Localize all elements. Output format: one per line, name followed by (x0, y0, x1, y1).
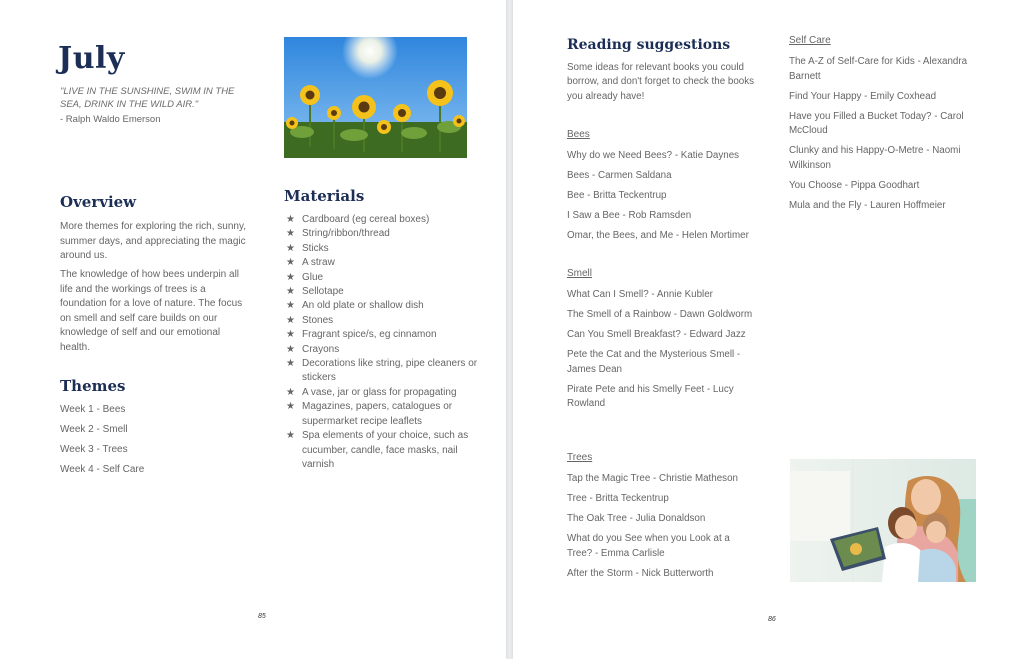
material-item: ★ Stones (286, 314, 486, 328)
star-icon: ★ (286, 358, 295, 370)
book-item: The Smell of a Rainbow - Dawn Goldworm (567, 309, 753, 320)
book-item: Bee - Britta Teckentrup (567, 190, 667, 201)
material-item: ★ A straw (286, 256, 486, 270)
book-item: Tap the Magic Tree - Christie Matheson (567, 473, 738, 484)
material-item: ★ Sellotape (286, 285, 486, 299)
star-icon: ★ (286, 386, 295, 398)
book-list-self-care (789, 55, 989, 219)
book-item: Omar, the Bees, and Me - Helen Mortimer (567, 230, 749, 241)
book-item: Have you Filled a Bucket Today? - Carol McCloud (789, 110, 964, 136)
book-item: I Saw a Bee - Rob Ramsden (567, 210, 692, 221)
star-icon: ★ (286, 257, 295, 269)
book-item: Pete the Cat and the Mysterious Smell - James Dean (567, 349, 741, 375)
book-item: The A-Z of Self-Care for Kids - Alexandra Barnett (789, 56, 968, 82)
materials-list (286, 213, 486, 472)
overview-paragraph: More themes for exploring the rich, sunny, summer days, and appreciating the magic around us. (60, 221, 247, 261)
book-item: What Can I Smell? - Annie Kubler (567, 289, 713, 300)
star-icon: ★ (286, 271, 295, 283)
theme-item: Week 1 - Bees (60, 404, 126, 415)
book-item: Can You Smell Breakfast? - Edward Jazz (567, 329, 746, 340)
book-item: Pirate Pete and his Smelly Feet - Lucy Rowland (567, 383, 734, 409)
material-item: ★ Decorations like string, pipe cleaners or stickers (286, 358, 478, 384)
theme-item: Week 4 - Self Care (60, 464, 145, 475)
book-item: Clunky and his Happy-O-Metre - Naomi Wilkinson (789, 145, 961, 171)
material-item: ★ A vase, jar or glass for propagating (286, 386, 486, 400)
category-heading-smell: Smell (567, 268, 593, 279)
book-item: Tree - Britta Teckentrup (567, 493, 669, 504)
material-item: ★ An old plate or shallow dish (286, 299, 486, 313)
right-page (513, 0, 1024, 659)
book-item: You Choose - Pippa Goodhart (789, 179, 920, 191)
material-item: ★ Crayons (286, 343, 486, 357)
material-item: ★ Sticks (286, 242, 486, 256)
category-heading-self-care: Self Care (789, 35, 831, 46)
book-item: Find Your Happy - Emily Coxhead (789, 90, 937, 102)
themes-list (60, 404, 144, 484)
material-item: ★ String/ribbon/thread (286, 227, 486, 241)
book-list-bees (567, 149, 767, 249)
star-icon: ★ (286, 242, 295, 254)
page-number: 85 (258, 613, 266, 620)
material-item: ★ Glue (286, 271, 486, 285)
page-number: 86 (768, 616, 776, 623)
material-item: ★ Fragrant spice/s, eg cinnamon (286, 328, 486, 342)
star-icon: ★ (286, 314, 295, 326)
left-page (0, 0, 506, 659)
quote-author: - Ralph Waldo Emerson (60, 114, 161, 125)
reading-suggestions-heading: Reading suggestions (567, 37, 731, 53)
star-icon: ★ (286, 214, 295, 225)
overview-heading: Overview (60, 193, 137, 211)
sunflower-photo (284, 37, 467, 158)
quote: "LIVE IN THE SUNSHINE, SWIM IN THE SEA, DRINK IN THE WILD AIR." (60, 86, 235, 110)
star-icon: ★ (286, 430, 295, 442)
star-icon: ★ (286, 286, 295, 298)
theme-item: Week 2 - Smell (60, 424, 128, 435)
star-icon: ★ (286, 329, 295, 341)
materials-heading: Materials (284, 187, 365, 205)
star-icon: ★ (286, 300, 295, 312)
category-heading-trees: Trees (567, 452, 593, 463)
family-reading-photo (790, 459, 976, 582)
book-item: Mula and the Fly - Lauren Hoffmeier (789, 199, 946, 211)
reading-intro: Some ideas for relevant books you could borrow, and don't forget to check the books you already have! (567, 62, 755, 102)
themes-heading: Themes (60, 377, 126, 395)
book-list-trees (567, 472, 757, 587)
book-item: After the Storm - Nick Butterworth (567, 567, 714, 579)
star-icon: ★ (286, 228, 295, 240)
book-item: Bees - Carmen Saldana (567, 170, 672, 181)
material-item: ★ Cardboard (eg cereal boxes) (286, 213, 486, 227)
star-icon: ★ (286, 343, 295, 355)
material-item: ★ Magazines, papers, catalogues or supermarket recipe leaflets (286, 401, 453, 427)
book-list-smell (567, 288, 757, 417)
category-heading-bees: Bees (567, 129, 590, 140)
book-item: What do you See when you Look at a Tree? - Emma Carlisle (567, 533, 730, 559)
book-item: The Oak Tree - Julia Donaldson (567, 513, 706, 524)
page-title: July (58, 41, 125, 76)
book-item: Why do we Need Bees? - Katie Daynes (567, 150, 740, 161)
star-icon: ★ (286, 401, 295, 413)
overview-paragraph: The knowledge of how bees underpin all life and the workings of trees is a foundation for a love of nature. The focus on smell and self care builds on our knowledge of self and our emotional health. (60, 269, 243, 353)
material-item: ★ Spa elements of your choice, such as cucumber, candle, face masks, nail varnish (286, 430, 469, 470)
theme-item: Week 3 - Trees (60, 444, 128, 455)
